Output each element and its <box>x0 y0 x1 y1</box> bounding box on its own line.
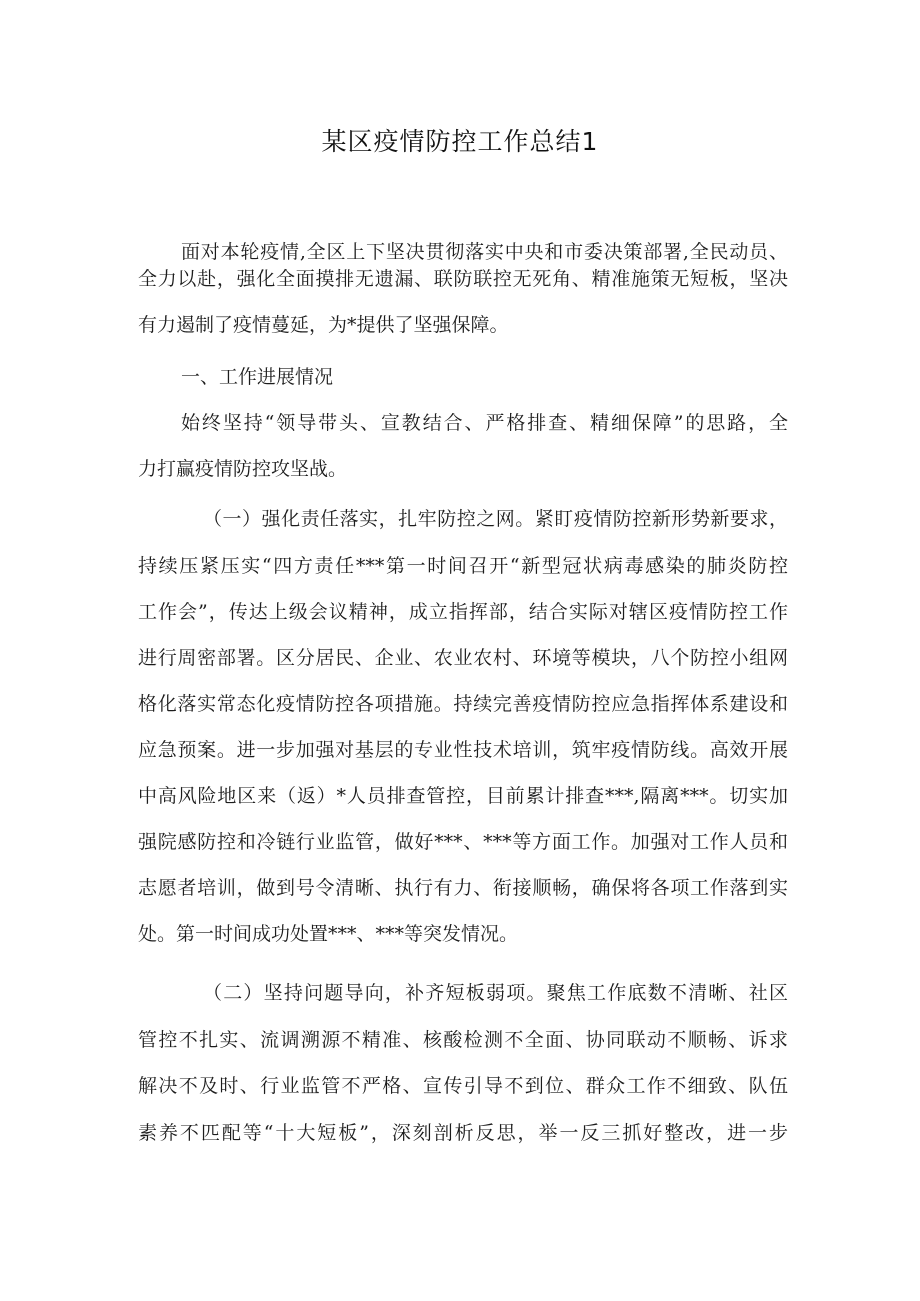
paragraph-line: 进行周密部署。区分居民、企业、农业农村、环境等模块，八个防控小组网 <box>138 647 788 669</box>
paragraph-line: 全力以赴，强化全面摸排无遗漏、联防联控无死角、精准施策无短板，坚决 <box>138 268 788 290</box>
paragraph-line: 应急预案。进一步加强对基层的专业性技术培训，筑牢疫情防线。高效开展 <box>138 739 788 761</box>
paragraph-line: （一）强化责任落实，扎牢防控之网。紧盯疫情防控新形势新要求， <box>203 508 788 530</box>
paragraph-line: （二）坚持问题导向，补齐短板弱项。聚焦工作底数不清晰、社区 <box>203 982 788 1004</box>
paragraph-line: 持续压紧压实“四方责任***第一时间召开“新型冠状病毒感染的肺炎防控 <box>138 555 788 577</box>
paragraph-line: 面对本轮疫情,全区上下坚决贯彻落实中央和市委决策部署,全民动员、 <box>181 241 788 263</box>
paragraph-line: 一、工作进展情况 <box>181 366 334 388</box>
paragraph-line: 始终坚持“领导带头、宣教结合、严格排查、精细保障”的思路，全 <box>181 412 788 434</box>
paragraph-line: 强院感防控和冷链行业监管，做好***、***等方面工作。加强对工作人员和 <box>138 831 788 853</box>
paragraph-line: 志愿者培训，做到号令清晰、执行有力、衔接顺畅，确保将各项工作落到实 <box>138 877 788 899</box>
paragraph-line: 解决不及时、行业监管不严格、宣传引导不到位、群众工作不细致、队伍 <box>138 1075 788 1097</box>
paragraph-line: 有力遏制了疫情蔓延，为*提供了坚强保障。 <box>138 314 509 336</box>
paragraph-line: 格化落实常态化疫情防控各项措施。持续完善疫情防控应急指挥体系建设和 <box>138 693 788 715</box>
document-title: 某区疫情防控工作总结1 <box>321 127 599 156</box>
paragraph-line: 处。第一时间成功处置***、***等突发情况。 <box>138 923 519 945</box>
paragraph-line: 中高风险地区来（返）*人员排查管控，目前累计排查***,隔离***。切实加 <box>138 785 788 807</box>
paragraph-line: 力打赢疫情防控攻坚战。 <box>138 458 348 480</box>
paragraph-line: 工作会”，传达上级会议精神，成立指挥部，结合实际对辖区疫情防控工作 <box>138 601 788 623</box>
paragraph-line: 素养不匹配等“十大短板”，深刻剖析反思，举一反三抓好整改，进一步 <box>138 1122 788 1144</box>
paragraph-line: 管控不扎实、流调溯源不精准、核酸检测不全面、协同联动不顺畅、诉求 <box>138 1029 788 1051</box>
